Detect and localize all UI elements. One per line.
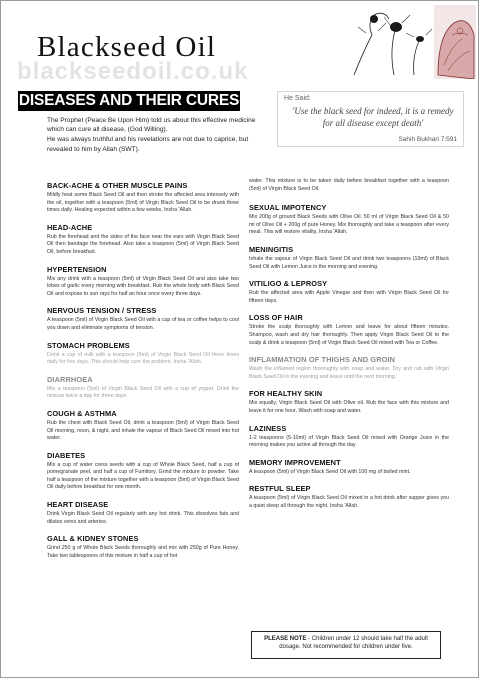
quote-source: Sahih Bukhari 7:591 bbox=[398, 136, 457, 143]
intro-paragraph: He was always truthful and his revelations are not due to caprice, but revealed to him by Allah (SWT). bbox=[47, 136, 249, 153]
section-text: Wash the inflamed region thoroughly with soap and water. Dry and rub with Virgin Black Seed Oil in the evening and leave until the next morning. bbox=[249, 366, 449, 380]
section-text: water. This mixture is to be taken daily before breakfast together with a teaspoon (5ml) of Virgin Black Seed Oil. bbox=[249, 178, 449, 192]
header bbox=[1, 1, 478, 83]
section-title: MEMORY IMPROVEMENT bbox=[249, 457, 341, 467]
section-title: STOMACH PROBLEMS bbox=[47, 340, 130, 350]
section-title: MENINGITIS bbox=[249, 244, 294, 254]
section-cough-asthma bbox=[47, 409, 239, 443]
section-heart-disease bbox=[47, 500, 239, 526]
section-head-ache bbox=[47, 223, 239, 257]
brand-title: Blackseed Oil bbox=[37, 31, 217, 63]
section-title: COUGH & ASTHMA bbox=[47, 408, 117, 418]
section-text: Drink Virgin Black Seed Oil regularly with any hot drink. This dissolves fats and dilates veins and arteries. bbox=[47, 511, 239, 525]
section-diarrhoea bbox=[47, 375, 239, 401]
section-title: GALL & KIDNEY STONES bbox=[47, 534, 139, 544]
section-meningitis bbox=[249, 245, 449, 271]
note-text: - Children under 12 should take half the adult dosage. Not recommended for children under five. bbox=[279, 636, 428, 651]
section-diabetes bbox=[47, 451, 239, 492]
section-vitiligo-leprosy bbox=[249, 279, 449, 305]
intro bbox=[47, 116, 267, 155]
intro-paragraph: The Prophet (Peace Be Upon Him) told us about this effective medicine which can cure all disease, (God Willing). bbox=[47, 117, 256, 134]
page-title: DISEASES AND THEIR CURES bbox=[18, 92, 240, 109]
quote-text: 'Use the black seed for indeed, it is a remedy for all disease except death' bbox=[292, 106, 454, 128]
note-label: PLEASE NOTE bbox=[264, 636, 307, 642]
section-stomach-problems bbox=[47, 341, 239, 367]
section-inflammation bbox=[249, 355, 449, 381]
section-text: Rub the chest with Black Seed Oil, drink a teaspoon (5ml) of Virgin Black Seed Oil morning, noon, & night, and inhale the vapour of Black Seed Oil mixed into hot water. bbox=[47, 419, 239, 442]
section-title: HEAD-ACHE bbox=[47, 222, 93, 232]
section-text: A teaspoon (5ml) of Virgin Black Seed Oil with a cup of tea or coffee helps to cool you down and eliminate symptoms of tension. bbox=[47, 317, 239, 331]
section-nervous-tension bbox=[47, 306, 239, 332]
section-text: Stroke the scalp thoroughly with Lemon and leave for about fifteen minutes. Shampoo, wash and dry hair thoroughly. Then apply Virgin Black Seed Oil to the scalp & drink a teaspoon (5ml) of Virgin Black Seed Oil mixed with Tea or Coffee. bbox=[249, 324, 449, 346]
section-title: BACK-ACHE & OTHER MUSCLE PAINS bbox=[47, 181, 188, 190]
section-laziness bbox=[249, 424, 449, 450]
section-text: Drink a cup of milk with a teaspoon (5ml) of Virgin Black Seed Oil three times daily for five days. This should help cure the problem, Insha 'Allah. bbox=[47, 351, 239, 366]
section-hypertension bbox=[47, 265, 239, 299]
section-text: Rub the affected area with Apple Vinegar and then with Virgin Black Seed Oil for fifteen days. bbox=[249, 290, 449, 304]
section-text: Mix a cup of water cress seeds with a cup of Whole Black Seed, half a cup of pomegranate peel, and half a cup of Fumitory. Grind the mixture to powder. Take half a teaspoon of the mixture together with a teaspoon (5ml) of Virgin Black Seed Oil daily before breakfast for one month. bbox=[47, 461, 239, 491]
section-text: A teaspoon (5ml) of Virgin Black Seed Oil with 100 mg of boiled mint. bbox=[249, 468, 411, 475]
right-column bbox=[249, 178, 449, 510]
section-back-ache bbox=[47, 181, 239, 215]
seed-flower-illustration bbox=[334, 5, 476, 79]
section-text: Mix equally, Virgin Black Seed Oil with Olive oil. Rub the face with this mixture and leave it for one hour. Wash with soap and water. bbox=[249, 400, 449, 414]
section-title: DIABETES bbox=[47, 450, 86, 460]
left-column bbox=[47, 178, 239, 560]
quote-said: He Said: bbox=[284, 95, 311, 102]
section-healthy-skin bbox=[249, 389, 449, 415]
section-text: A teaspoon (5ml) of Virgin Black Seed Oil mixed in a hot drink after supper gives you a quiet sleep all through the night. Insha 'Allah. bbox=[249, 495, 449, 509]
section-text: Mildly heat some Black Seed Oil and then stroke the affected area intensely with the oil, together with a teaspoon (5ml) of Virgin Black Seed Oil to be drunk three times daily. Healing expected within a few weeks, Insha 'Allah. bbox=[47, 192, 239, 214]
section-sexual-impotency bbox=[249, 203, 449, 237]
section-title: FOR HEALTHY SKIN bbox=[249, 389, 323, 399]
watermark: blackseedoil.co.uk bbox=[17, 58, 249, 85]
section-title: NERVOUS TENSION / STRESS bbox=[47, 306, 157, 316]
section-restful-sleep bbox=[249, 484, 449, 510]
section-text: Mix a teaspoon (5ml) of Virgin Black Seed Oil with a cup of yogurt. Drink the mixture twice a day for three days. bbox=[47, 385, 239, 400]
section-text: 1-2 teaspoons (5-10ml) of Virgin Black Seed Oil mixed with Orange Juice in the morning makes you active all through the day. bbox=[249, 434, 449, 449]
section-text: Rub the forehead and the sides of the face near the ears with Virgin Black Seed Oil then bandage the forehead. Also take a teaspoon (5ml) of Virgin Black Seed Oil, before breakfast. bbox=[47, 233, 239, 255]
section-title: INFLAMMATION OF THIGHS AND GROIN bbox=[249, 355, 396, 365]
section-gall-kidney-stones-continued bbox=[249, 178, 449, 193]
hadith-quote-box bbox=[277, 91, 464, 147]
section-text: Mix any drink with a teaspoon (5ml) of Virgin Black Seed Oil and also take two lobes of garlic every morning with breakfast. Rub the whole body with Black Seed Oil and expose to sun rays for half an hour once every three days. bbox=[47, 275, 239, 297]
section-text: Mix 200g of ground Black Seeds with Olive Oil. 50 ml of Virgin Black Seed Oil & 50 ml of Olive Oil + 200g of pure Honey. Mix thoroughly and take a teaspoon after every meal. This will restore vitality, Insha 'Allah. bbox=[249, 214, 449, 236]
section-title: LOSS OF HAIR bbox=[249, 313, 303, 323]
section-title: RESTFUL SLEEP bbox=[249, 484, 311, 494]
section-text: Inhale the vapour of Virgin Black Seed Oil and drink two teaspoons (10ml) of Black Seed Oil with Lemon Juice in the morning and evening. bbox=[249, 255, 449, 270]
section-title: HYPERTENSION bbox=[47, 264, 107, 274]
section-title: SEXUAL IMPOTENCY bbox=[249, 203, 327, 213]
section-text: Grind 250 g of Whole Black Seeds thoroughly and mix with 250g of Pure Honey. Take two tablespoons of this mixture in half a cup of hot bbox=[47, 545, 239, 559]
section-loss-of-hair bbox=[249, 313, 449, 347]
section-title: HEART DISEASE bbox=[47, 500, 109, 510]
section-title: LAZINESS bbox=[249, 423, 287, 433]
please-note-box bbox=[251, 631, 441, 659]
section-title: VITILIGO & LEPROSY bbox=[249, 279, 328, 289]
section-title: DIARRHOEA bbox=[47, 374, 93, 384]
section-memory-improvement bbox=[249, 458, 449, 477]
section-gall-kidney-stones bbox=[47, 534, 239, 560]
